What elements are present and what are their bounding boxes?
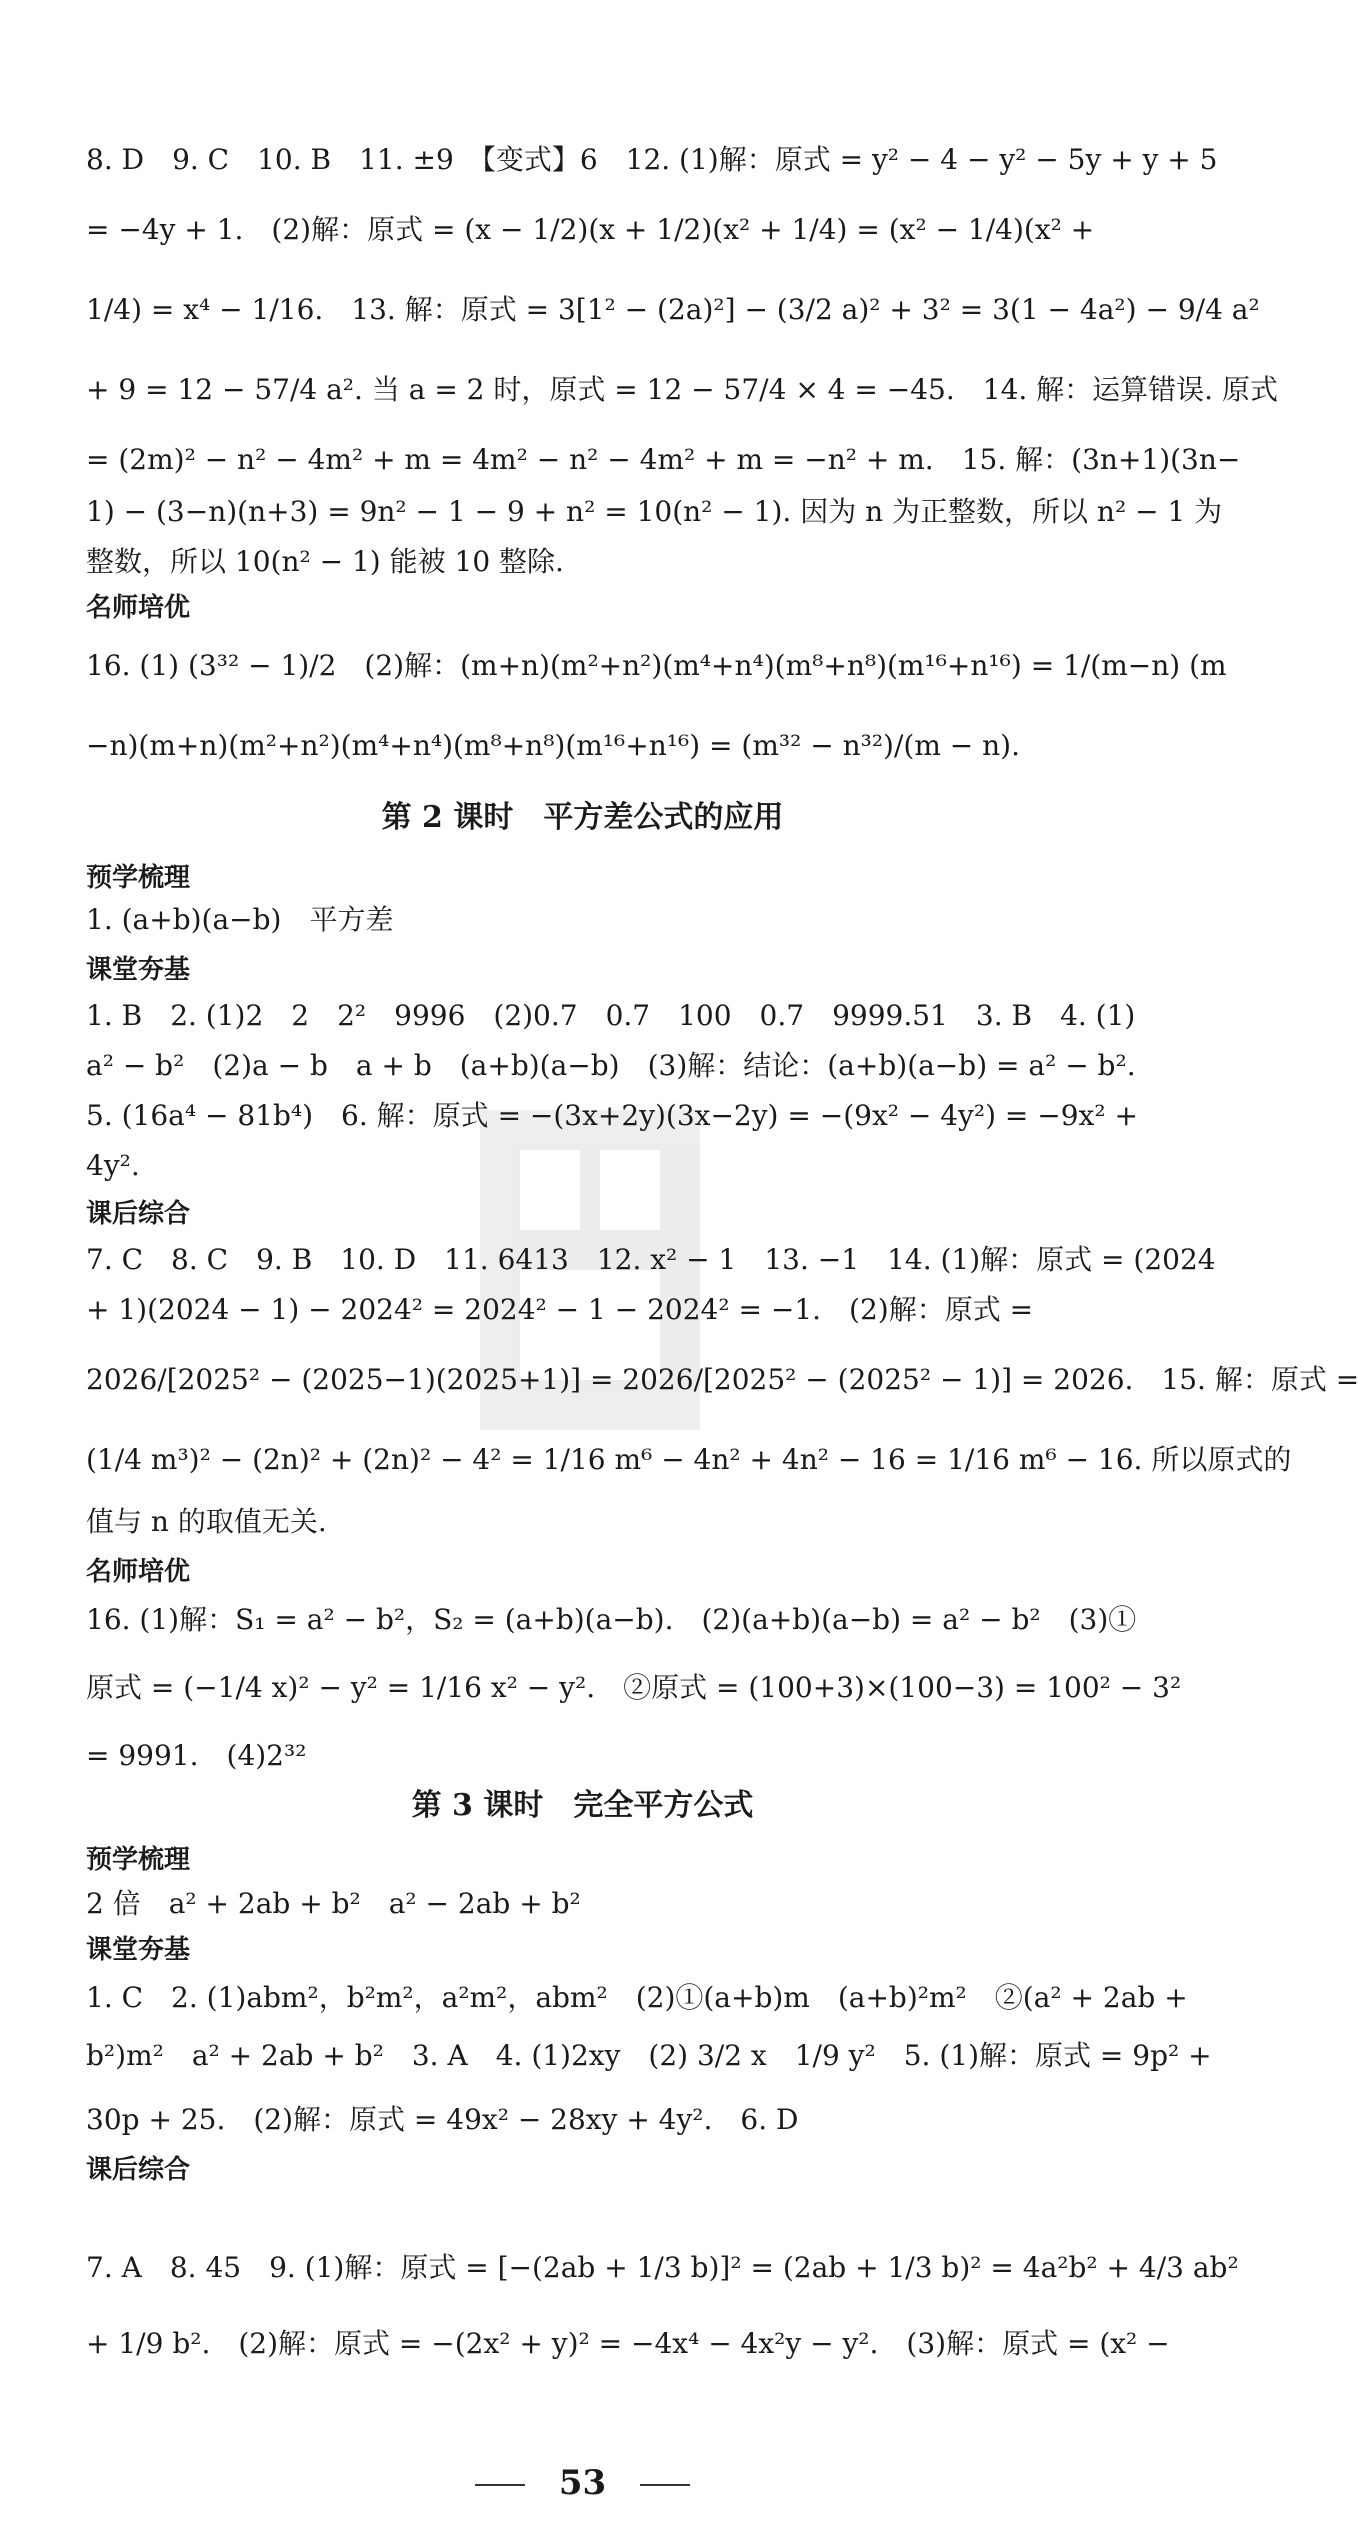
answer-line: 7. A 8. 45 9. (1)解：原式 = [−(2ab + 1/3 b)]² = (2ab + 1/3 b)² = 4a²b² + 4/3 ab² — [86, 2251, 1239, 2284]
answer-line: (1/4 m³)² − (2n)² + (2n)² − 4² = 1/16 m⁶ − 4n² + 4n² − 16 = 1/16 m⁶ − 16. 所以原式的 — [86, 1443, 1292, 1476]
answer-line: 1. (a+b)(a−b) 平方差 — [86, 903, 394, 936]
page-number — [0, 2458, 1165, 2508]
answer-line: + 9 = 12 − 57/4 a². 当 a = 2 时，原式 = 12 − 57/4 × 4 = −45. 14. 解：运算错误. 原式 — [86, 373, 1278, 406]
page-number-value: 53 — [558, 2463, 607, 2503]
section-title: 预学梳理 — [86, 1845, 191, 1875]
answer-line: 原式 = (−1/4 x)² − y² = 1/16 x² − y². ②原式 = (100+3)×(100−3) = 100² − 3² — [86, 1671, 1182, 1704]
answer-line: 30p + 25. (2)解：原式 = 49x² − 28xy + 4y². 6. D — [86, 2103, 799, 2136]
answer-line: 2026/[2025² − (2025−1)(2025+1)] = 2026/[2025² − (2025² − 1)] = 2026. 15. 解：原式 = — [86, 1363, 1359, 1396]
answer-line: 值与 n 的取值无关. — [86, 1505, 327, 1538]
page-number-dash-right — [640, 2484, 690, 2486]
answer-line: 1/4) = x⁴ − 1/16. 13. 解：原式 = 3[1² − (2a)²] − (3/2 a)² + 3² = 3(1 − 4a²) − 9/4 a² — [86, 293, 1260, 326]
answer-line: 1. B 2. (1)2 2 2² 9996 (2)0.7 0.7 100 0.7 9999.51 3. B 4. (1) — [86, 999, 1136, 1032]
answer-line: = (2m)² − n² − 4m² + m = 4m² − n² − 4m² + m = −n² + m. 15. 解：(3n+1)(3n− — [86, 443, 1241, 476]
answer-line: 1) − (3−n)(n+3) = 9n² − 1 − 9 + n² = 10(n² − 1). 因为 n 为正整数，所以 n² − 1 为 — [86, 495, 1223, 528]
section-title: 课后综合 — [86, 2155, 191, 2185]
answer-line: 2 倍 a² + 2ab + b² a² − 2ab + b² — [86, 1887, 581, 1920]
answer-line: 1. C 2. (1)abm²，b²m²，a²m²，abm² (2)①(a+b)m (a+b)²m² ②(a² + 2ab + — [86, 1981, 1188, 2014]
section-title: 名师培优 — [86, 593, 191, 623]
answer-line: 8. D 9. C 10. B 11. ±9 【变式】6 12. (1)解：原式 = y² − 4 − y² − 5y + y + 5 — [86, 143, 1218, 176]
section-title: 预学梳理 — [86, 863, 191, 893]
answer-line: 16. (1)解：S₁ = a² − b²，S₂ = (a+b)(a−b). (2)(a+b)(a−b) = a² − b² (3)① — [86, 1603, 1137, 1636]
section-title: 课堂夯基 — [86, 955, 191, 985]
answer-line: + 1)(2024 − 1) − 2024² = 2024² − 1 − 2024² = −1. (2)解：原式 = — [86, 1293, 1034, 1326]
answer-line: 4y². — [86, 1149, 140, 1182]
answer-line: −n)(m+n)(m²+n²)(m⁴+n⁴)(m⁸+n⁸)(m¹⁶+n¹⁶) = (m³² − n³²)/(m − n). — [86, 729, 1021, 762]
answer-line: = −4y + 1. (2)解：原式 = (x − 1/2)(x + 1/2)(x² + 1/4) = (x² − 1/4)(x² + — [86, 213, 1095, 246]
answer-line: + 1/9 b². (2)解：原式 = −(2x² + y)² = −4x⁴ − 4x²y − y². (3)解：原式 = (x² − — [86, 2327, 1170, 2360]
lesson-heading: 第 2 课时 平方差公式的应用 — [381, 800, 784, 835]
answer-line: 16. (1) (3³² − 1)/2 (2)解：(m+n)(m²+n²)(m⁴+n⁴)(m⁸+n⁸)(m¹⁶+n¹⁶) = 1/(m−n) (m — [86, 649, 1227, 682]
section-title: 课后综合 — [86, 1199, 191, 1229]
answer-line: 整数，所以 10(n² − 1) 能被 10 整除. — [86, 545, 564, 578]
answer-line: = 9991. (4)2³² — [86, 1739, 307, 1772]
lesson-heading: 第 3 课时 完全平方公式 — [411, 1788, 754, 1823]
section-title: 课堂夯基 — [86, 1935, 191, 1965]
answer-line: b²)m² a² + 2ab + b² 3. A 4. (1)2xy (2) 3/2 x 1/9 y² 5. (1)解：原式 = 9p² + — [86, 2039, 1212, 2072]
page-number-dash-left — [475, 2484, 525, 2486]
section-title: 名师培优 — [86, 1557, 191, 1587]
answer-line: a² − b² (2)a − b a + b (a+b)(a−b) (3)解：结论：(a+b)(a−b) = a² − b². — [86, 1049, 1136, 1082]
answer-line: 5. (16a⁴ − 81b⁴) 6. 解：原式 = −(3x+2y)(3x−2y) = −(9x² − 4y²) = −9x² + — [86, 1099, 1138, 1132]
answer-line: 7. C 8. C 9. B 10. D 11. 6413 12. x² − 1 13. −1 14. (1)解：原式 = (2024 — [86, 1243, 1216, 1276]
